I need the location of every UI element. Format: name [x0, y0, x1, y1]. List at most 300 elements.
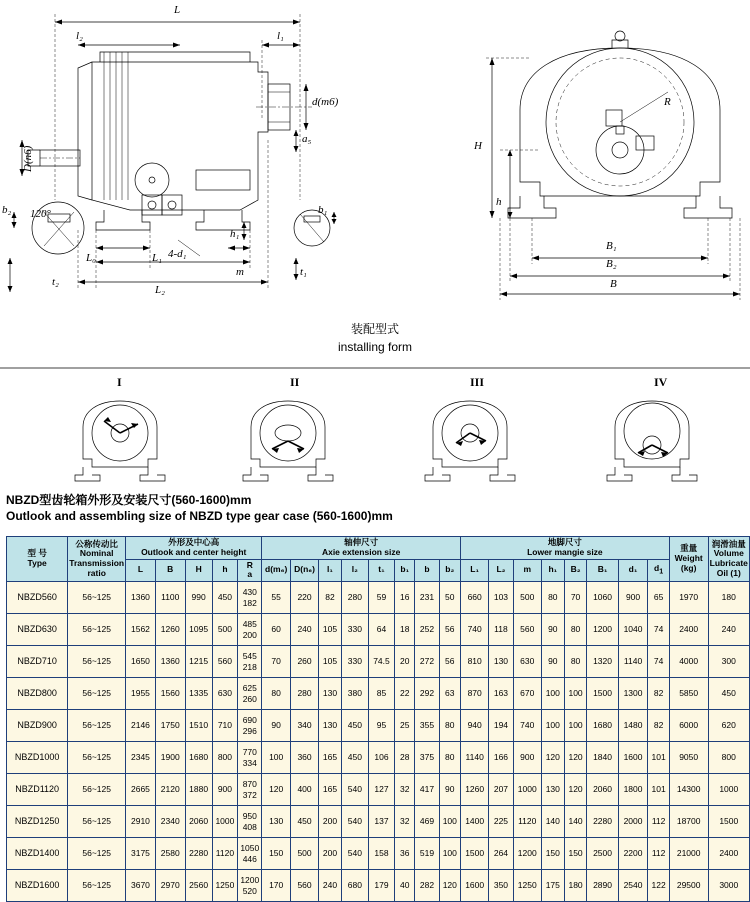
- subheader-H: H: [185, 559, 212, 582]
- cell-H: 2060: [185, 806, 212, 838]
- cell-oil: 2400: [708, 838, 749, 870]
- cell-oil: 240: [708, 614, 749, 646]
- cell-t1: 64: [368, 614, 394, 646]
- cell-L: 1562: [126, 614, 156, 646]
- spec-table: [6, 536, 750, 902]
- cell-b: 282: [415, 870, 439, 902]
- label-4-d1: 4-d₁: [168, 248, 187, 260]
- cell-dd: 74: [648, 614, 669, 646]
- cell-m: 1250: [513, 870, 541, 902]
- cell-h: 900: [212, 774, 238, 806]
- cell-Ra: 485 200: [238, 614, 262, 646]
- cell-L1: 810: [460, 646, 488, 678]
- cell-oil: 3000: [708, 870, 749, 902]
- cell-l1: 105: [319, 614, 342, 646]
- table-header-row-1: [7, 537, 750, 560]
- cell-B1: 1840: [587, 742, 618, 774]
- cell-B2: 100: [564, 678, 587, 710]
- cell-ratio: 56~125: [68, 614, 126, 646]
- cell-l2: 280: [341, 582, 368, 614]
- cell-d1: 2000: [618, 806, 648, 838]
- cell-ratio: 56~125: [68, 646, 126, 678]
- cell-ratio: 56~125: [68, 806, 126, 838]
- cell-d: 70: [262, 646, 291, 678]
- cell-H: 1215: [185, 646, 212, 678]
- subheader-B2: B₂: [564, 559, 587, 582]
- cell-L2: 118: [489, 614, 513, 646]
- cell-L: 1360: [126, 582, 156, 614]
- cell-t1: 127: [368, 774, 394, 806]
- cell-B1: 2890: [587, 870, 618, 902]
- cell-B2: 80: [564, 614, 587, 646]
- cell-oil: 1500: [708, 806, 749, 838]
- cell-h1: 90: [541, 646, 564, 678]
- cell-L1: 660: [460, 582, 488, 614]
- cell-B1: 2500: [587, 838, 618, 870]
- cell-H: 1095: [185, 614, 212, 646]
- cell-type: NBZD1120: [7, 774, 68, 806]
- cell-oil: 1000: [708, 774, 749, 806]
- cell-b2: 63: [439, 678, 460, 710]
- cell-L1: 1600: [460, 870, 488, 902]
- cell-t1: 106: [368, 742, 394, 774]
- cell-m: 1120: [513, 806, 541, 838]
- cell-D: 450: [290, 806, 318, 838]
- cell-type: NBZD1250: [7, 806, 68, 838]
- cell-L1: 1500: [460, 838, 488, 870]
- cell-h: 500: [212, 614, 238, 646]
- cell-L1: 740: [460, 614, 488, 646]
- label-t2: t₂: [52, 276, 59, 288]
- cell-B1: 2060: [587, 774, 618, 806]
- cell-m: 1200: [513, 838, 541, 870]
- label-t1: t₁: [300, 266, 307, 278]
- cell-l1: 130: [319, 710, 342, 742]
- cell-L: 2665: [126, 774, 156, 806]
- drawing-area: [0, 0, 750, 375]
- cell-b1: 18: [395, 614, 415, 646]
- cell-ratio: 56~125: [68, 678, 126, 710]
- cell-b: 417: [415, 774, 439, 806]
- cell-t1: 95: [368, 710, 394, 742]
- cell-B: 1100: [155, 582, 185, 614]
- gearbox-drawing-svg: [0, 0, 750, 375]
- label-L: L: [174, 4, 181, 16]
- cell-oil: 450: [708, 678, 749, 710]
- cell-h1: 130: [541, 774, 564, 806]
- cell-h: 710: [212, 710, 238, 742]
- form-label-II: II: [290, 375, 300, 389]
- cell-L2: 194: [489, 710, 513, 742]
- label-h: h: [496, 196, 502, 208]
- subheader-Ra: R a: [238, 559, 262, 582]
- cell-dd: 82: [648, 710, 669, 742]
- label-l2-top: l₂: [76, 30, 83, 42]
- cell-b: 252: [415, 614, 439, 646]
- cell-Ra: 430 182: [238, 582, 262, 614]
- cell-L: 2910: [126, 806, 156, 838]
- cell-dd: 112: [648, 838, 669, 870]
- header-axle: 轴伸尺寸 Axie extension size: [262, 537, 461, 560]
- label-L2: L₂: [155, 284, 165, 296]
- cell-l2: 540: [341, 774, 368, 806]
- cell-b: 231: [415, 582, 439, 614]
- label-b2: b₂: [2, 204, 12, 216]
- subheader-L1: L₁: [460, 559, 488, 582]
- cell-d1: 1480: [618, 710, 648, 742]
- cell-b2: 56: [439, 614, 460, 646]
- cell-m: 670: [513, 678, 541, 710]
- cell-ratio: 56~125: [68, 774, 126, 806]
- cell-oil: 800: [708, 742, 749, 774]
- cell-H: 990: [185, 582, 212, 614]
- cell-H: 2280: [185, 838, 212, 870]
- cell-weight: 14300: [669, 774, 708, 806]
- header-weight: 重量 Weight (kg): [669, 537, 708, 582]
- cell-B2: 140: [564, 806, 587, 838]
- cell-H: 1510: [185, 710, 212, 742]
- cell-B: 1900: [155, 742, 185, 774]
- cell-b2: 80: [439, 742, 460, 774]
- cell-type: NBZD1000: [7, 742, 68, 774]
- cell-L: 2146: [126, 710, 156, 742]
- cell-B: 2340: [155, 806, 185, 838]
- cell-oil: 180: [708, 582, 749, 614]
- cell-type: NBZD1600: [7, 870, 68, 902]
- cell-H: 1335: [185, 678, 212, 710]
- cell-d: 100: [262, 742, 291, 774]
- cell-Ra: 1050 446: [238, 838, 262, 870]
- cell-b: 519: [415, 838, 439, 870]
- cell-d1: 1040: [618, 614, 648, 646]
- cell-L2: 350: [489, 870, 513, 902]
- cell-d: 55: [262, 582, 291, 614]
- cell-h: 1000: [212, 806, 238, 838]
- cell-l1: 105: [319, 646, 342, 678]
- cell-t1: 59: [368, 582, 394, 614]
- cell-B1: 1500: [587, 678, 618, 710]
- cell-B2: 80: [564, 646, 587, 678]
- cell-b2: 80: [439, 710, 460, 742]
- cell-dd: 122: [648, 870, 669, 902]
- cell-m: 900: [513, 742, 541, 774]
- cell-D: 400: [290, 774, 318, 806]
- cell-Ra: 625 260: [238, 678, 262, 710]
- cell-type: NBZD630: [7, 614, 68, 646]
- cell-l1: 240: [319, 870, 342, 902]
- cell-D: 220: [290, 582, 318, 614]
- cell-L1: 1400: [460, 806, 488, 838]
- cell-B1: 1200: [587, 614, 618, 646]
- cell-H: 1880: [185, 774, 212, 806]
- cell-Ra: 690 296: [238, 710, 262, 742]
- cell-L2: 163: [489, 678, 513, 710]
- label-l1-top: l₁: [277, 30, 284, 42]
- table-row: [7, 806, 750, 838]
- cell-dd: 101: [648, 742, 669, 774]
- cell-L2: 264: [489, 838, 513, 870]
- cell-b1: 22: [395, 678, 415, 710]
- cell-b2: 56: [439, 646, 460, 678]
- cell-Ra: 1200 520: [238, 870, 262, 902]
- cell-D: 240: [290, 614, 318, 646]
- cell-L2: 130: [489, 646, 513, 678]
- table-row: [7, 742, 750, 774]
- cell-weight: 4000: [669, 646, 708, 678]
- cell-L2: 207: [489, 774, 513, 806]
- cell-L: 3175: [126, 838, 156, 870]
- cell-b: 375: [415, 742, 439, 774]
- cell-b1: 32: [395, 806, 415, 838]
- caption-en: installing form: [337, 340, 413, 354]
- cell-d: 150: [262, 838, 291, 870]
- cell-ratio: 56~125: [68, 710, 126, 742]
- cell-L2: 103: [489, 582, 513, 614]
- label-B1: B₁: [606, 240, 617, 252]
- subheader-L: L: [126, 559, 156, 582]
- cell-B1: 1060: [587, 582, 618, 614]
- cell-L1: 940: [460, 710, 488, 742]
- cell-Ra: 545 218: [238, 646, 262, 678]
- cell-ratio: 56~125: [68, 742, 126, 774]
- cell-type: NBZD1400: [7, 838, 68, 870]
- label-L1: L₁: [152, 252, 162, 264]
- cell-D: 360: [290, 742, 318, 774]
- cell-L: 3670: [126, 870, 156, 902]
- cell-d1: 1140: [618, 646, 648, 678]
- label-120deg: 120°: [30, 208, 51, 220]
- cell-B2: 150: [564, 838, 587, 870]
- cell-h: 450: [212, 582, 238, 614]
- table-row: [7, 614, 750, 646]
- label-h1: h₁: [230, 228, 240, 240]
- cell-L1: 1140: [460, 742, 488, 774]
- label-B2: B₂: [606, 258, 617, 270]
- cell-B: 1360: [155, 646, 185, 678]
- cell-weight: 18700: [669, 806, 708, 838]
- cell-weight: 21000: [669, 838, 708, 870]
- cell-B1: 2280: [587, 806, 618, 838]
- cell-h: 1120: [212, 838, 238, 870]
- cell-h1: 90: [541, 614, 564, 646]
- subheader-d: d(m₆): [262, 559, 291, 582]
- title-cn: NBZD型齿轮箱外形及安装尺寸(560-1600)mm: [6, 493, 252, 507]
- subheader-l1: l₁: [319, 559, 342, 582]
- cell-dd: 101: [648, 774, 669, 806]
- label-b1: b₁: [318, 204, 328, 216]
- cell-Ra: 950 408: [238, 806, 262, 838]
- cell-l1: 200: [319, 838, 342, 870]
- cell-t1: 179: [368, 870, 394, 902]
- cell-h: 560: [212, 646, 238, 678]
- cell-Ra: 770 334: [238, 742, 262, 774]
- cell-B: 1260: [155, 614, 185, 646]
- header-ratio: 公称传动比 Nominal Transmission ratio: [68, 537, 126, 582]
- cell-l1: 200: [319, 806, 342, 838]
- cell-b2: 100: [439, 806, 460, 838]
- cell-b1: 36: [395, 838, 415, 870]
- cell-L: 1955: [126, 678, 156, 710]
- cell-D: 500: [290, 838, 318, 870]
- cell-H: 1680: [185, 742, 212, 774]
- cell-d: 90: [262, 710, 291, 742]
- table-row: [7, 774, 750, 806]
- cell-oil: 300: [708, 646, 749, 678]
- cell-ratio: 56~125: [68, 870, 126, 902]
- table-body: [7, 582, 750, 902]
- cell-h1: 120: [541, 742, 564, 774]
- cell-l2: 540: [341, 806, 368, 838]
- cell-B: 1750: [155, 710, 185, 742]
- cell-l1: 130: [319, 678, 342, 710]
- cell-d1: 2540: [618, 870, 648, 902]
- cell-d1: 1300: [618, 678, 648, 710]
- cell-weight: 2400: [669, 614, 708, 646]
- cell-d1: 1800: [618, 774, 648, 806]
- cell-l1: 82: [319, 582, 342, 614]
- cell-B: 2970: [155, 870, 185, 902]
- cell-D: 340: [290, 710, 318, 742]
- cell-l2: 450: [341, 710, 368, 742]
- cell-d1: 1600: [618, 742, 648, 774]
- cell-dd: 74: [648, 646, 669, 678]
- label-L0: L₀: [86, 252, 96, 264]
- cell-oil: 620: [708, 710, 749, 742]
- cell-m: 560: [513, 614, 541, 646]
- cell-t1: 137: [368, 806, 394, 838]
- cell-B1: 1320: [587, 646, 618, 678]
- cell-L2: 166: [489, 742, 513, 774]
- subheader-b2: b₂: [439, 559, 460, 582]
- cell-b1: 32: [395, 774, 415, 806]
- cell-d: 170: [262, 870, 291, 902]
- section-titles: [6, 492, 393, 524]
- cell-l2: 330: [341, 646, 368, 678]
- cell-B: 1560: [155, 678, 185, 710]
- cell-dd: 82: [648, 678, 669, 710]
- cell-D: 260: [290, 646, 318, 678]
- subheader-B1: B₁: [587, 559, 618, 582]
- cell-weight: 5850: [669, 678, 708, 710]
- cell-b1: 28: [395, 742, 415, 774]
- label-m: m: [236, 266, 244, 278]
- spec-table-wrap: [6, 536, 750, 902]
- form-label-IV: IV: [654, 375, 668, 389]
- cell-d: 120: [262, 774, 291, 806]
- cell-m: 740: [513, 710, 541, 742]
- subheader-t1: t₁: [368, 559, 394, 582]
- header-outlook: 外形及中心高 Outlook and center height: [126, 537, 262, 560]
- cell-B2: 70: [564, 582, 587, 614]
- subheader-h: h: [212, 559, 238, 582]
- label-H: H: [474, 140, 482, 152]
- cell-D: 280: [290, 678, 318, 710]
- cell-l1: 165: [319, 774, 342, 806]
- cell-b: 292: [415, 678, 439, 710]
- cell-h1: 100: [541, 710, 564, 742]
- cell-b: 469: [415, 806, 439, 838]
- table-row: [7, 710, 750, 742]
- subheader-h1: h₁: [541, 559, 564, 582]
- cell-h: 800: [212, 742, 238, 774]
- subheader-b: b: [415, 559, 439, 582]
- cell-h1: 100: [541, 678, 564, 710]
- form-label-III: III: [470, 375, 485, 389]
- label-R: R: [664, 96, 671, 108]
- header-lower: 地脚尺寸 Lower mangie size: [460, 537, 669, 560]
- cell-l1: 165: [319, 742, 342, 774]
- cell-B2: 100: [564, 710, 587, 742]
- cell-b1: 20: [395, 646, 415, 678]
- cell-weight: 9050: [669, 742, 708, 774]
- cell-d1: 2200: [618, 838, 648, 870]
- subheader-d1: d₁: [618, 559, 648, 582]
- cell-h1: 175: [541, 870, 564, 902]
- table-row: [7, 678, 750, 710]
- table-row: [7, 582, 750, 614]
- cell-b1: 25: [395, 710, 415, 742]
- cell-dd: 112: [648, 806, 669, 838]
- cell-b: 272: [415, 646, 439, 678]
- cell-L1: 870: [460, 678, 488, 710]
- cell-h1: 140: [541, 806, 564, 838]
- cell-m: 1000: [513, 774, 541, 806]
- cell-l2: 380: [341, 678, 368, 710]
- cell-ratio: 56~125: [68, 582, 126, 614]
- caption-cn: 装配型式: [350, 322, 399, 336]
- cell-b: 355: [415, 710, 439, 742]
- cell-D: 560: [290, 870, 318, 902]
- cell-weight: 29500: [669, 870, 708, 902]
- table-row: [7, 870, 750, 902]
- cell-d1: 900: [618, 582, 648, 614]
- cell-l2: 540: [341, 838, 368, 870]
- installing-forms-svg: [0, 375, 750, 485]
- cell-d: 60: [262, 614, 291, 646]
- cell-d: 130: [262, 806, 291, 838]
- cell-type: NBZD800: [7, 678, 68, 710]
- label-a5: a₅: [302, 133, 312, 145]
- cell-b2: 50: [439, 582, 460, 614]
- cell-L1: 1260: [460, 774, 488, 806]
- cell-ratio: 56~125: [68, 838, 126, 870]
- cell-h: 630: [212, 678, 238, 710]
- cell-B1: 1680: [587, 710, 618, 742]
- cell-type: NBZD900: [7, 710, 68, 742]
- header-type: 型 号 Type: [7, 537, 68, 582]
- cell-l2: 680: [341, 870, 368, 902]
- cell-L2: 225: [489, 806, 513, 838]
- cell-l2: 330: [341, 614, 368, 646]
- cell-h1: 150: [541, 838, 564, 870]
- cell-h1: 80: [541, 582, 564, 614]
- subheader-D: D(n₆): [290, 559, 318, 582]
- subheader-L4: L₂: [489, 559, 513, 582]
- cell-b2: 100: [439, 838, 460, 870]
- cell-B2: 120: [564, 742, 587, 774]
- subheader-B: B: [155, 559, 185, 582]
- cell-weight: 6000: [669, 710, 708, 742]
- cell-L: 1650: [126, 646, 156, 678]
- table-row: [7, 646, 750, 678]
- cell-B: 2120: [155, 774, 185, 806]
- label-B: B: [610, 278, 617, 290]
- cell-h: 1250: [212, 870, 238, 902]
- cell-B2: 180: [564, 870, 587, 902]
- cell-d: 80: [262, 678, 291, 710]
- cell-type: NBZD710: [7, 646, 68, 678]
- subheader-l2: l₂: [341, 559, 368, 582]
